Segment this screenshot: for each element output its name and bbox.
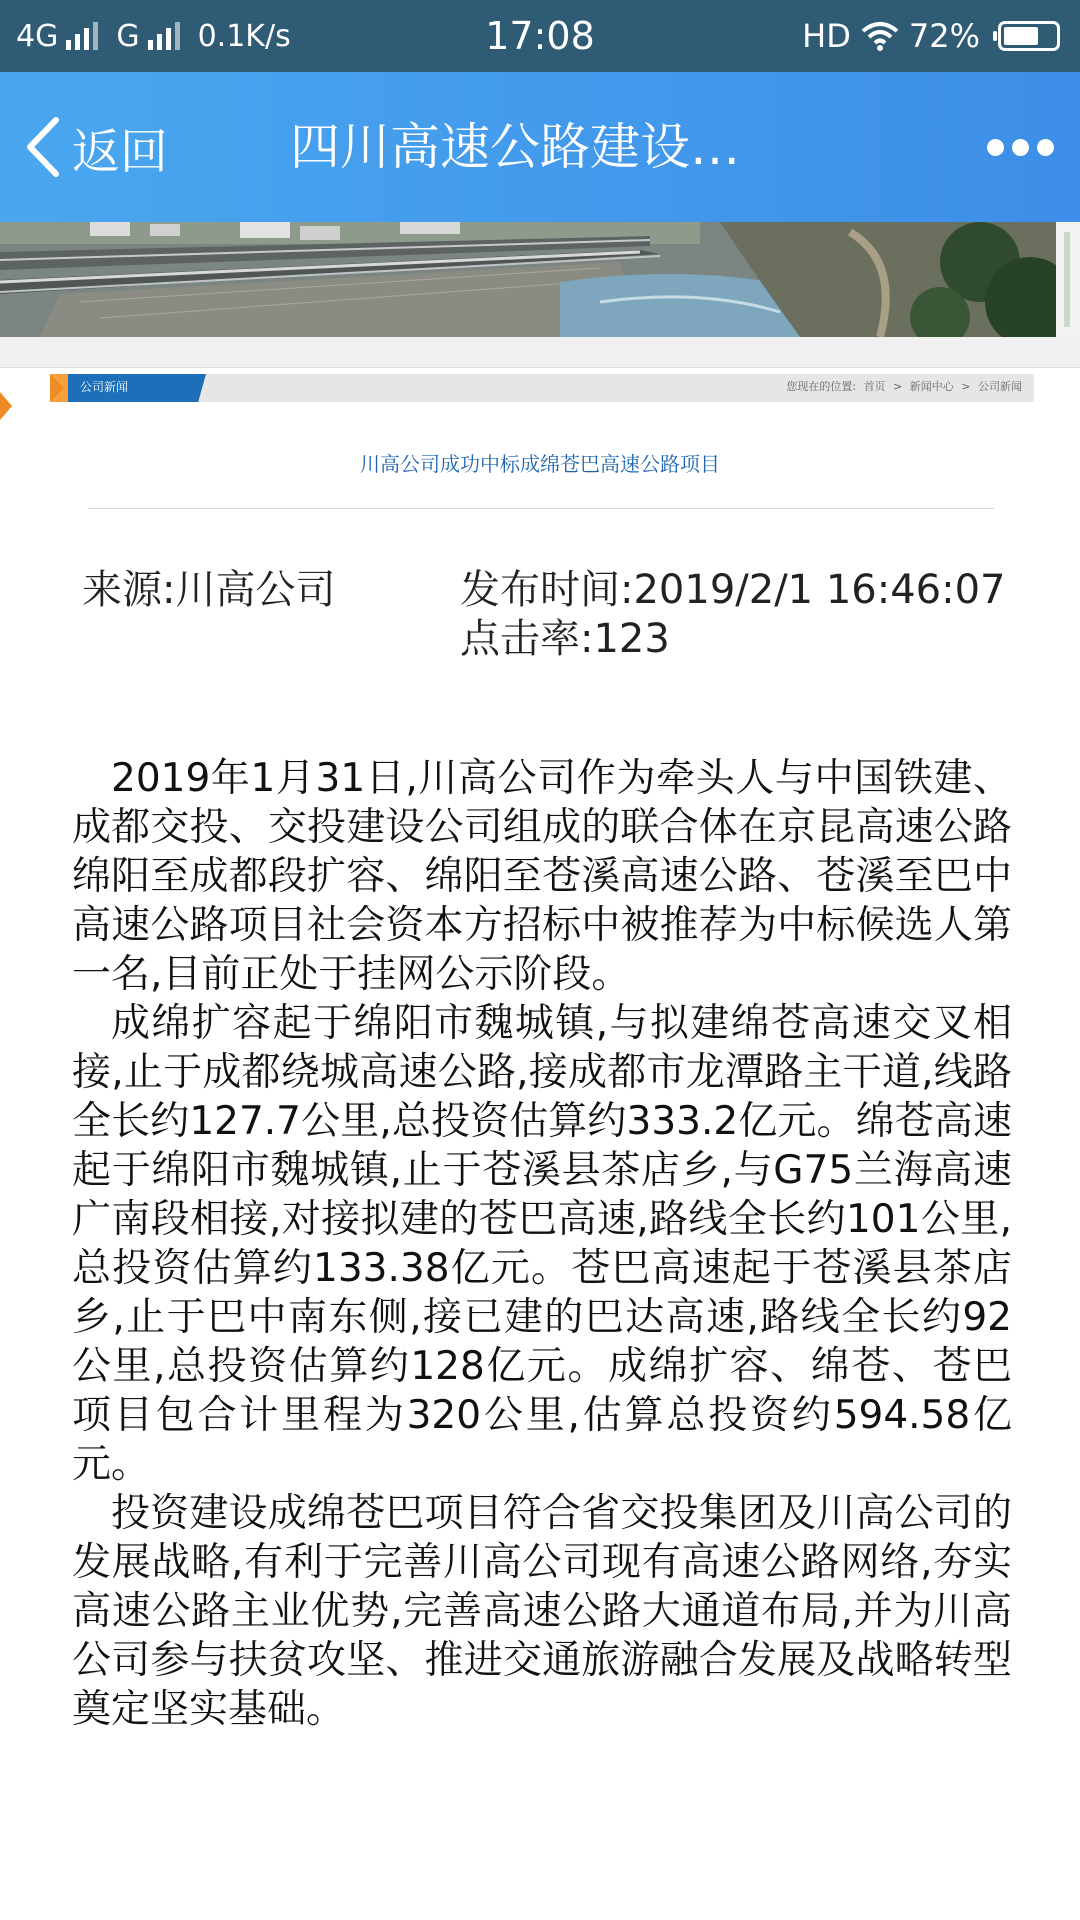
breadcrumb-item-news-center[interactable]: 新闻中心 bbox=[909, 380, 954, 393]
breadcrumb-prefix: 您现在的位置: bbox=[786, 380, 857, 393]
breadcrumb-item-home[interactable]: 首页 bbox=[863, 380, 886, 393]
section-tag-label: 公司新闻 bbox=[80, 380, 129, 394]
network-g-label: G bbox=[116, 18, 140, 54]
chevron-left-icon bbox=[22, 114, 64, 180]
hd-label: HD bbox=[802, 17, 851, 55]
more-options-button[interactable] bbox=[987, 72, 1054, 222]
highway-landscape-image bbox=[0, 222, 1056, 337]
article-body bbox=[72, 754, 1012, 1734]
battery-fill bbox=[1004, 27, 1038, 45]
banner-edge bbox=[1056, 222, 1080, 337]
status-time: 17:08 bbox=[485, 14, 595, 58]
battery-percent: 72% bbox=[908, 17, 980, 55]
network-speed: 0.1K/s bbox=[197, 18, 291, 54]
breadcrumb-separator: > bbox=[961, 380, 971, 393]
article-paragraph: 成绵扩容起于绵阳市魏城镇,与拟建绵苍高速交叉相接,止于成都绕城高速公路,接成都市龙潭路主干道,线路全长约127.7公里,总投资估算约333.2亿元。绵苍高速起于绵阳市魏城镇,止于苍溪县茶店乡,与G75兰海高速广南段相接,对接拟建的苍巴高速,路线全长约101公里,总投资估算约133.38亿元。苍巴高速起于苍溪县茶店乡,止于巴中南东侧,接已建的巴达高速,路线全长约92公里,总投资估算约128亿元。成绵扩容、绵苍、苍巴项目包合计里程为320公里,估算总投资约594.58亿元。 bbox=[72, 1001, 1012, 1487]
page-title: 四川高速公路建设… bbox=[290, 118, 740, 176]
article-title: 川高公司成功中标成绵苍巴高速公路项目 bbox=[360, 452, 720, 476]
breadcrumb-item-company-news[interactable]: 公司新闻 bbox=[978, 380, 1022, 393]
status-bar bbox=[0, 0, 1080, 72]
title-divider bbox=[88, 508, 994, 509]
breadcrumb bbox=[782, 374, 1022, 402]
article-click-count: 点击率:123 bbox=[460, 616, 670, 662]
back-label: 返回 bbox=[72, 123, 169, 180]
battery-icon bbox=[998, 21, 1060, 51]
status-right bbox=[802, 0, 1060, 72]
network-4g-label: 4G bbox=[16, 18, 59, 54]
wifi-icon bbox=[861, 21, 899, 51]
banner-image bbox=[0, 222, 1056, 337]
side-marker-icon bbox=[0, 392, 12, 420]
more-dot-icon bbox=[1012, 139, 1029, 156]
back-button[interactable] bbox=[22, 72, 168, 222]
article-source: 来源:川高公司 bbox=[82, 567, 336, 613]
more-dot-icon bbox=[987, 139, 1004, 156]
article-paragraph: 投资建设成绵苍巴项目符合省交投集团及川高公司的发展战略,有利于完善川高公司现有高速公路网络,夯实高速公路主业优势,完善高速公路大通道布局,并为川高公司参与扶贫攻坚、推进交通旅游融合发展及战略转型奠定坚实基础。 bbox=[72, 1491, 1012, 1732]
nav-bar bbox=[0, 72, 1080, 222]
more-dot-icon bbox=[1037, 139, 1054, 156]
article-paragraph: 2019年1月31日,川高公司作为牵头人与中国铁建、成都交投、交投建设公司组成的联合体在京昆高速公路绵阳至成都段扩容、绵阳至苍溪高速公路、苍溪至巴中高速公路项目社会资本方招标中被推荐为中标候选人第一名,目前正处于挂网公示阶段。 bbox=[72, 756, 1012, 997]
article-publish-time: 发布时间:2019/2/1 16:46:07 bbox=[460, 567, 1006, 613]
page-strip bbox=[0, 337, 1080, 368]
breadcrumb-separator: > bbox=[893, 380, 903, 393]
